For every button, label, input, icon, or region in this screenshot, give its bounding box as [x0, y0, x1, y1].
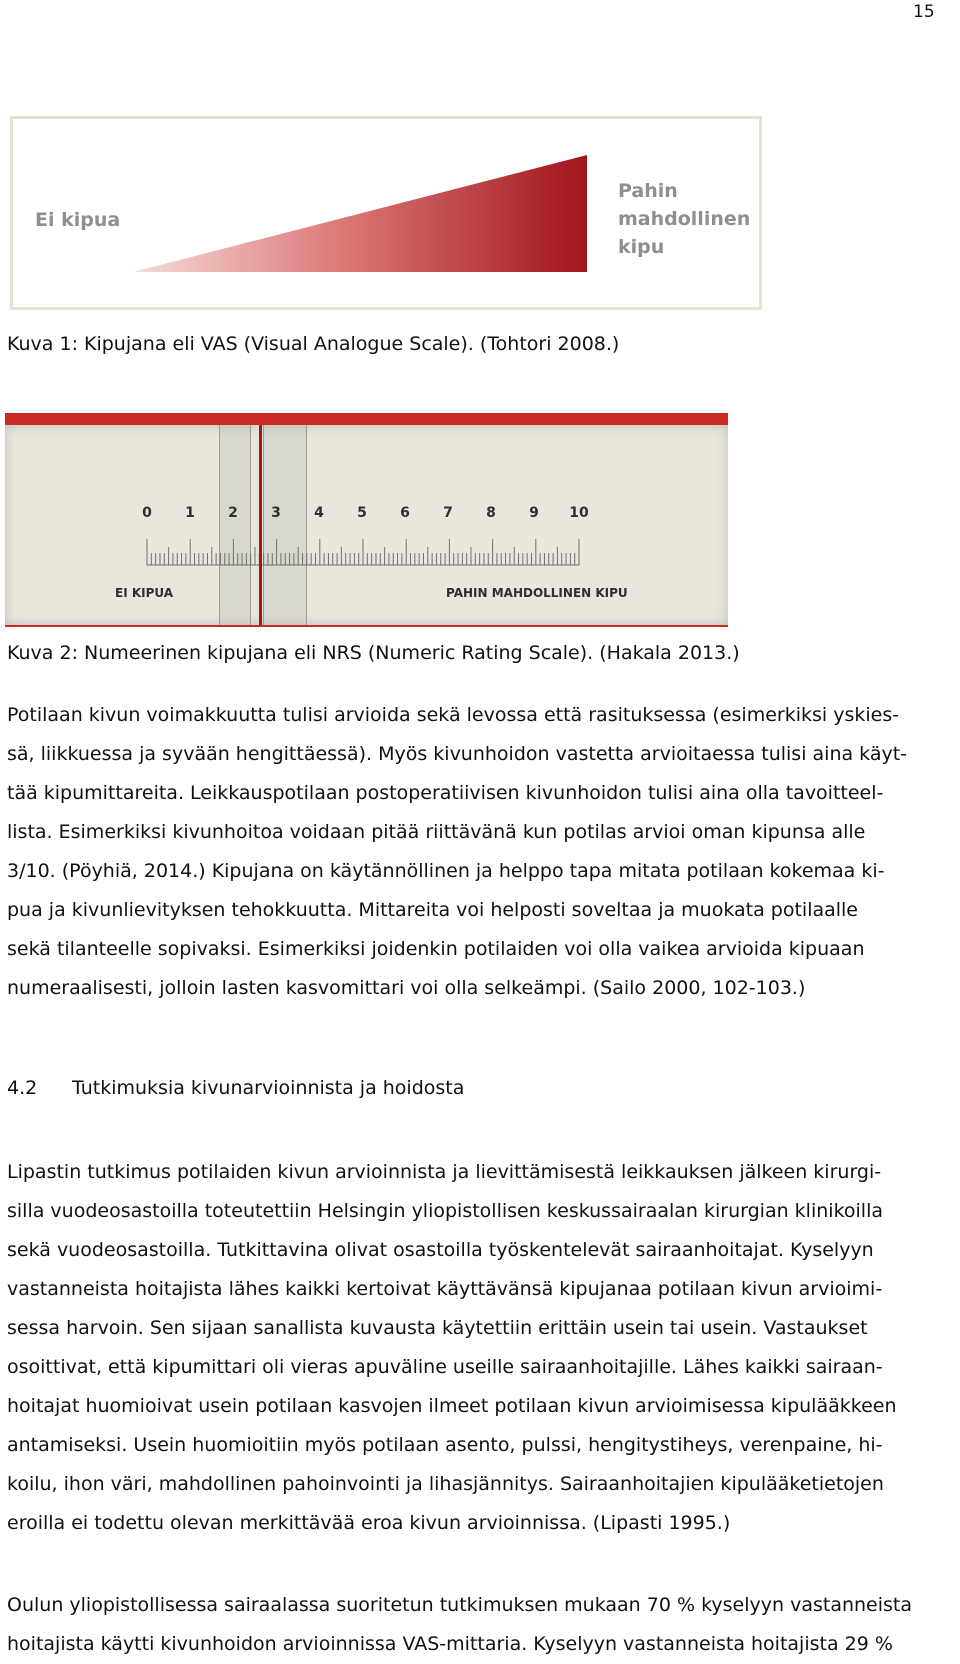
nrs-number-9: 9	[529, 505, 539, 521]
section-title: Tutkimuksia kivunarvioinnista ja hoidosta	[72, 1077, 465, 1099]
text-line: silla vuodeosastoilla toteutettiin Helsingin yliopistollisen keskussairaalan kirurgian klinikoilla	[7, 1200, 883, 1222]
page-number: 15	[913, 2, 935, 22]
nrs-number-10: 10	[569, 505, 589, 521]
text-line: vastanneista hoitajista lähes kaikki kertoivat käyttävänsä kipujanaa potilaan kivun arvioimi-	[7, 1278, 883, 1300]
nrs-number-4: 4	[314, 505, 324, 521]
vas-right-label	[618, 177, 758, 261]
text-line: sä, liikkuessa ja syvään hengittäessä). Myös kivunhoidon vastetta arvioitaessa tulisi aina käyt-	[7, 743, 908, 765]
text-line: lista. Esimerkiksi kivunhoitoa voidaan pitää riittävänä kun potilas arvioi oman kipunsa alle	[7, 821, 866, 843]
nrs-slider-marker	[259, 425, 262, 625]
body-paragraph-3	[7, 1586, 953, 1664]
text-line: osoittivat, että kipumittari oli vieras apuväline useille sairaanhoitajille. Lähes kaikki sairaan-	[7, 1356, 883, 1378]
vas-wedge	[133, 155, 587, 272]
text-line: hoitajat huomioivat usein potilaan kasvojen ilmeet potilaan kivun arvioimisessa kipulääkkeen	[7, 1395, 897, 1417]
figure2-caption: Kuva 2: Numeerinen kipujana eli NRS (Numeric Rating Scale). (Hakala 2013.)	[7, 642, 740, 664]
vas-right-label-line: Pahin	[618, 180, 678, 202]
text-line: sekä vuodeosastoilla. Tutkittavina olivat osastoilla työskentelevät sairaanhoitajat. Kyselyyn	[7, 1239, 874, 1261]
text-line: 3/10. (Pöyhiä, 2014.) Kipujana on käytännöllinen ja helppo tapa mitata potilaan kokemaa ki-	[7, 860, 885, 882]
nrs-ruler-plate	[5, 425, 728, 625]
nrs-number-5: 5	[357, 505, 367, 521]
text-line: hoitajista käytti kivunhoidon arvioinnissa VAS-mittaria. Kyselyyn vastanneista hoitajista 29 %	[7, 1633, 893, 1655]
nrs-left-label: EI KIPUA	[115, 586, 174, 600]
text-line: antamiseksi. Usein huomioitiin myös potilaan asento, pulssi, hengitystiheys, verenpaine, hi-	[7, 1434, 883, 1456]
text-line: pua ja kivunlievityksen tehokkuutta. Mittareita voi helposti soveltaa ja muokata potilaalle	[7, 899, 859, 921]
vas-right-label-line: mahdollinen	[618, 208, 751, 230]
text-line: koilu, ihon väri, mahdollinen pahoinvointi ja lihasjännitys. Sairaanhoitajien kipulääketietojen	[7, 1473, 884, 1495]
nrs-scale-figure	[5, 413, 728, 627]
text-line: eroilla ei todettu olevan merkittävää eroa kivun arvioinnissa. (Lipasti 1995.)	[7, 1512, 731, 1534]
text-line: sessa harvoin. Sen sijaan sanallista kuvausta käytettiin erittäin usein tai usein. Vastaukset	[7, 1317, 868, 1339]
section-number: 4.2	[7, 1077, 38, 1099]
text-line: Lipastin tutkimus potilaiden kivun arvioinnista ja lievittämisestä leikkauksen jälkeen kirurgi-	[7, 1161, 882, 1183]
text-line: tää kipumittareita. Leikkauspotilaan postoperatiivisen kivunhoidon tulisi aina olla tavoitteel-	[7, 782, 884, 804]
nrs-right-label: PAHIN MAHDOLLINEN KIPU	[446, 586, 628, 600]
nrs-number-6: 6	[400, 505, 410, 521]
nrs-number-3: 3	[271, 505, 281, 521]
text-line: Oulun yliopistollisessa sairaalassa suoritetun tutkimuksen mukaan 70 % kyselyyn vastanneista	[7, 1594, 913, 1616]
nrs-number-1: 1	[185, 505, 195, 521]
vas-scale-figure	[10, 116, 762, 310]
nrs-number-0: 0	[142, 505, 152, 521]
text-line: Potilaan kivun voimakkuutta tulisi arvioida sekä levossa että rasituksessa (esimerkiksi yskies-	[7, 704, 900, 726]
vas-right-label-line: kipu	[618, 236, 665, 258]
text-line: sekä tilanteelle sopivaksi. Esimerkiksi joidenkin potilaiden voi olla vaikea arvioida kipuaan	[7, 938, 865, 960]
figure1-caption: Kuva 1: Kipujana eli VAS (Visual Analogue Scale). (Tohtori 2008.)	[7, 333, 620, 355]
nrs-number-7: 7	[443, 505, 453, 521]
section-heading	[7, 1075, 953, 1101]
body-paragraph-2	[7, 1153, 953, 1543]
text-line: numeraalisesti, jolloin lasten kasvomittari voi olla selkeämpi. (Sailo 2000, 102-103.)	[7, 977, 806, 999]
nrs-number-2: 2	[228, 505, 238, 521]
body-paragraph-1	[7, 696, 953, 1008]
vas-left-label: Ei kipua	[35, 209, 121, 231]
nrs-number-8: 8	[486, 505, 496, 521]
